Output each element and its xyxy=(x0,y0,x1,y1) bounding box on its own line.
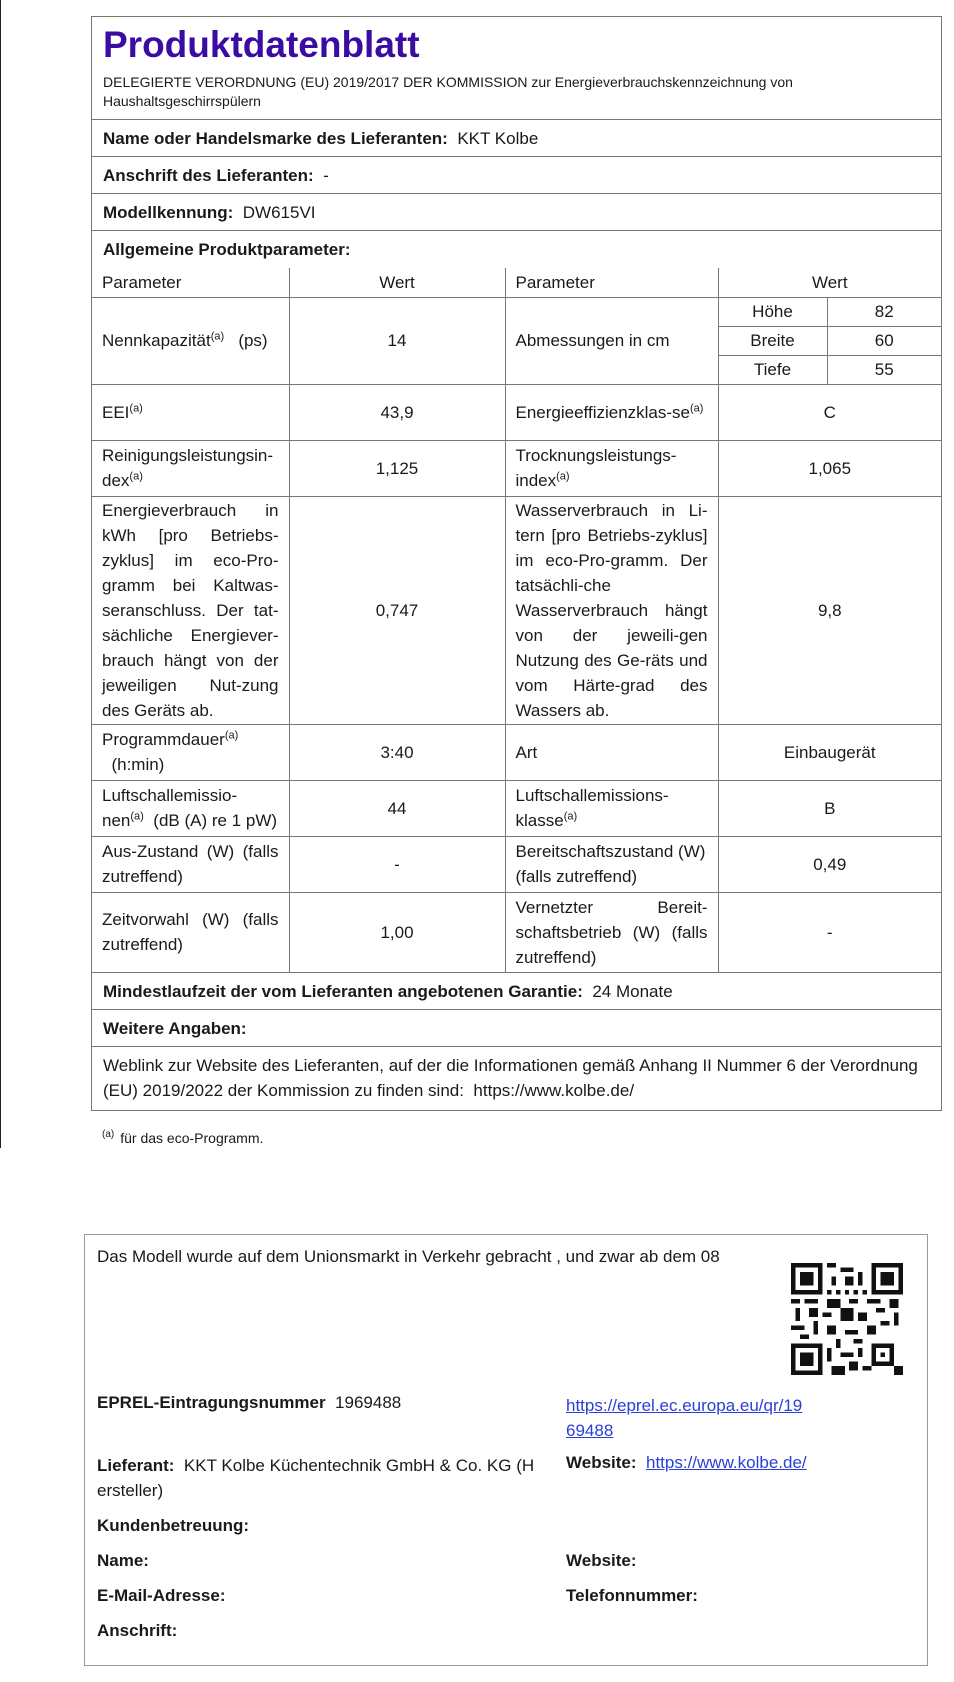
width-value: 60 xyxy=(827,326,941,355)
name-field xyxy=(97,1551,149,1571)
energy-class-value: C xyxy=(718,384,941,440)
weblink-row xyxy=(92,1047,941,1111)
address-row xyxy=(92,157,941,194)
standby-value: 0,49 xyxy=(718,836,941,892)
footnote xyxy=(102,1130,263,1146)
qr-code-icon[interactable] xyxy=(791,1263,903,1375)
table-row xyxy=(92,836,941,892)
service-website-field xyxy=(566,1551,637,1571)
energy-consumption-label: Energieverbrauch in kWh [pro Betriebs-zyklus] im eco-Pro-gramm bei Kaltwas-seranschluss. Der tat-sächliche Energiever-brauch hängt von der jeweiligen Nut-zung des Geräts ab. xyxy=(92,496,289,724)
water-consumption-value: 9,8 xyxy=(718,496,941,724)
eprel-value: 1969488 xyxy=(335,1393,402,1412)
phone-field xyxy=(566,1586,698,1606)
table-row xyxy=(92,496,941,724)
service-address-field xyxy=(97,1621,177,1641)
weblink-text: Weblink zur Website des Lieferanten, auf der die Informationen gemäß Anhang II Nummer 6 der Verordnung (EU) 2019/2022 der Kommission zu finden sind: xyxy=(103,1055,918,1100)
footnote-marker: (a) xyxy=(210,330,225,343)
warranty-row xyxy=(92,973,941,1010)
height-label: Höhe xyxy=(718,297,827,326)
eprel-link-line-2[interactable]: 69488 xyxy=(566,1421,614,1440)
service-address-label: Anschrift: xyxy=(97,1621,178,1640)
footnote-marker: (a) xyxy=(129,470,143,483)
networked-standby-value: - xyxy=(718,892,941,972)
label-supplier-value-2: ersteller) xyxy=(97,1481,164,1500)
header-parameter-2: Parameter xyxy=(505,268,718,297)
supplier-value: KKT Kolbe xyxy=(457,129,539,148)
supplier-row xyxy=(92,120,941,157)
off-mode-value: - xyxy=(289,836,505,892)
eprel-label-box xyxy=(84,1234,928,1666)
type-label: Art xyxy=(505,724,718,780)
header-value-1: Wert xyxy=(289,268,505,297)
eprel-label: EPREL-Eintragungsnummer xyxy=(97,1393,326,1412)
noise-label-text: Luftschallemissio-nen xyxy=(102,786,238,830)
noise-class-label xyxy=(505,780,718,836)
warranty-value: 24 Monate xyxy=(592,981,673,1001)
dimensions-label: Abmessungen in cm xyxy=(505,297,718,384)
footnote-marker: (a) xyxy=(130,810,144,823)
table-row xyxy=(92,724,941,780)
energy-class-label-text: Energieeffizienzklas-se xyxy=(515,402,690,422)
weblink-url[interactable]: https://www.kolbe.de/ xyxy=(473,1080,635,1100)
footnote-text: für das eco-Programm. xyxy=(120,1130,264,1146)
cleaning-label-text: Reinigungsleistungsin-dex xyxy=(102,446,274,490)
label-supplier-value-1: KKT Kolbe Küchentechnik GmbH & Co. KG (H xyxy=(183,1456,535,1475)
capacity-label-text: Nennkapazität xyxy=(102,331,211,350)
general-params-row xyxy=(92,231,941,268)
phone-label: Telefonnummer: xyxy=(566,1586,698,1605)
footnote-marker: (a) xyxy=(224,729,239,742)
depth-value: 55 xyxy=(827,355,941,384)
table-row xyxy=(92,780,941,836)
supplier-info xyxy=(97,1453,534,1503)
header-value-2: Wert xyxy=(718,268,941,297)
width-label: Breite xyxy=(718,326,827,355)
noise-class-label-text: Luftschallemissions-klasse xyxy=(515,786,669,830)
noise-value: 44 xyxy=(289,780,505,836)
table-row xyxy=(92,440,941,496)
eprel-link[interactable] xyxy=(566,1393,802,1443)
standby-label: Bereitschaftszustand (W) (falls zutreffend) xyxy=(505,836,718,892)
website-label: Website: xyxy=(566,1453,637,1472)
capacity-label xyxy=(92,297,289,384)
header-parameter-1: Parameter xyxy=(92,268,289,297)
footnote-marker: (a) xyxy=(556,470,570,483)
noise-label xyxy=(92,780,289,836)
market-date-text: Das Modell wurde auf dem Unionsmarkt in Verkehr gebracht , und zwar ab dem 08 xyxy=(97,1247,720,1266)
drying-label xyxy=(505,440,718,496)
eprel-link-line-1[interactable]: https://eprel.ec.europa.eu/qr/19 xyxy=(566,1396,803,1415)
table-row xyxy=(92,297,941,326)
warranty-label: Mindestlaufzeit der vom Lieferanten angebotenen Garantie: xyxy=(103,981,583,1001)
noise-class-value: B xyxy=(718,780,941,836)
delay-start-value: 1,00 xyxy=(289,892,505,972)
capacity-unit: (ps) xyxy=(238,331,268,350)
cleaning-label xyxy=(92,440,289,496)
duration-label-text: Programmdauer xyxy=(102,730,225,749)
sheet-title: Produktdatenblatt xyxy=(103,24,420,65)
drying-label-text: Trocknungsleistungs-index xyxy=(515,446,677,490)
depth-label: Tiefe xyxy=(718,355,827,384)
energy-consumption-value: 0,747 xyxy=(289,496,505,724)
energy-class-label xyxy=(505,384,718,440)
duration-label xyxy=(92,724,289,780)
noise-unit: (dB (A) re 1 pW) xyxy=(153,811,278,830)
customer-service-label: Kundenbetreuung: xyxy=(97,1516,250,1535)
email-field xyxy=(97,1586,225,1606)
height-value: 82 xyxy=(827,297,941,326)
networked-standby-label: Vernetzter Bereit-schaftsbetrieb (W) (falls zutreffend) xyxy=(505,892,718,972)
table-row xyxy=(92,892,941,972)
table-row xyxy=(92,384,941,440)
more-info-row xyxy=(92,1010,941,1047)
footnote-marker: (a) xyxy=(129,401,143,414)
model-row xyxy=(92,194,941,231)
eei-label xyxy=(92,384,289,440)
supplier-label: Name oder Handelsmarke des Lieferanten: xyxy=(103,129,448,148)
footnote-marker: (a) xyxy=(690,401,704,414)
regulation-subtitle: DELEGIERTE VERORDNUNG (EU) 2019/2017 DER KOMMISSION zur Energieverbrauchskennzeichnung von Haushaltsgeschirrspülern xyxy=(92,67,941,120)
eei-label-text: EEI xyxy=(102,402,130,422)
table-header-row xyxy=(92,268,941,297)
more-info-label: Weitere Angaben: xyxy=(103,1018,247,1038)
email-label: E-Mail-Adresse: xyxy=(97,1586,226,1605)
name-label: Name: xyxy=(97,1551,149,1570)
product-data-sheet xyxy=(91,16,942,1111)
model-label: Modellkennung: xyxy=(103,203,234,222)
off-mode-label: Aus-Zustand (W) (falls zutreffend) xyxy=(92,836,289,892)
duration-value: 3:40 xyxy=(289,724,505,780)
footnote-marker: (a) xyxy=(102,1129,115,1141)
address-value: - xyxy=(323,166,329,185)
website-link[interactable]: https://www.kolbe.de/ xyxy=(646,1453,807,1472)
eei-value: 43,9 xyxy=(289,384,505,440)
label-supplier-label: Lieferant: xyxy=(97,1456,175,1475)
model-value: DW615VI xyxy=(242,203,316,222)
eprel-number xyxy=(97,1393,401,1413)
cleaning-value: 1,125 xyxy=(289,440,505,496)
address-label: Anschrift des Lieferanten: xyxy=(103,166,314,185)
delay-start-label: Zeitvorwahl (W) (falls zutreffend) xyxy=(92,892,289,972)
supplier-website xyxy=(566,1453,807,1473)
duration-unit: (h:min) xyxy=(111,755,165,774)
drying-value: 1,065 xyxy=(718,440,941,496)
general-params-label: Allgemeine Produktparameter: xyxy=(103,240,351,259)
water-consumption-label: Wasserverbrauch in Li-tern [pro Betriebs-zyklus] im eco-Pro-gramm. Der tatsächli-che Wasserverbrauch hängt von der jeweili-gen Nutzung des Ge-räts und vom Härte-grad des Wassers ab. xyxy=(505,496,718,724)
capacity-value: 14 xyxy=(289,297,505,384)
page-edge-line xyxy=(0,0,1,1148)
footnote-marker: (a) xyxy=(563,810,578,823)
type-value: Einbaugerät xyxy=(718,724,941,780)
parameter-table xyxy=(92,268,941,973)
customer-service-heading xyxy=(97,1516,249,1536)
service-website-label: Website: xyxy=(566,1551,637,1570)
